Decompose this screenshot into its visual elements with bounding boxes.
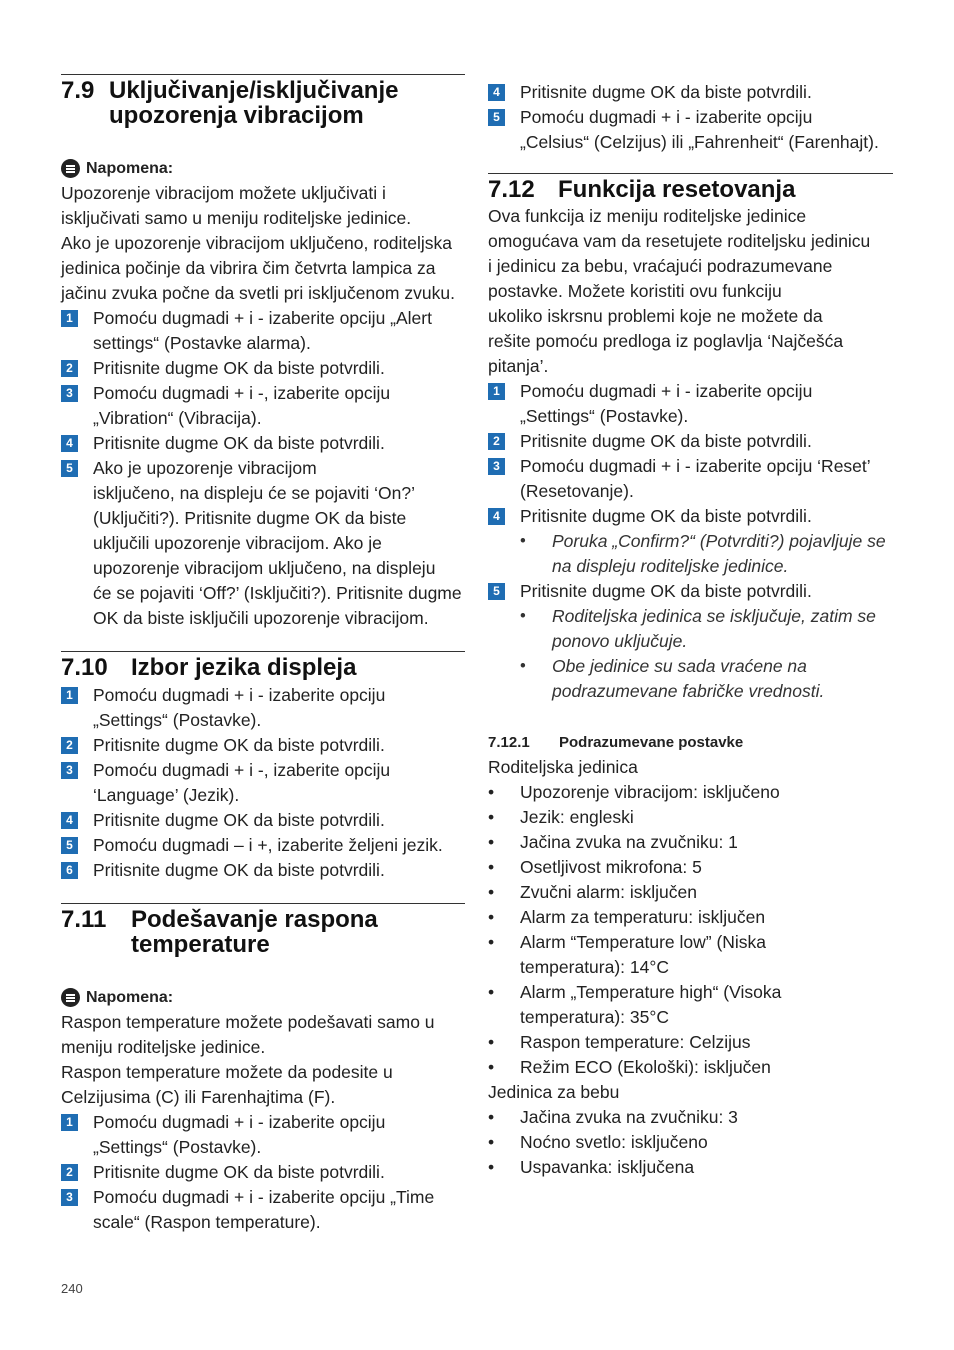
text-line: Jačina zvuka na zvučniku: 1	[520, 832, 738, 852]
step-item	[488, 379, 893, 429]
note-label: Napomena:	[86, 160, 174, 177]
text-line: Pomoću dugmadi + i -, izaberite opciju	[93, 760, 391, 780]
text-line: uključili upozorenje vibracijom. Ako je	[93, 533, 382, 553]
step-number-badge: 4	[61, 812, 78, 829]
step-list	[488, 379, 893, 704]
step-number-badge: 2	[488, 433, 505, 450]
text-line: „Vibration“ (Vibracija).	[93, 408, 262, 428]
step-list	[61, 1110, 465, 1235]
text-line: Pritisnite dugme OK da biste potvrdili.	[93, 810, 385, 830]
step-number-badge: 5	[61, 837, 78, 854]
list-item-text	[520, 905, 765, 930]
text-line: podrazumevane fabričke vrednosti.	[552, 681, 825, 701]
text-line: Alarm „Temperature high“ (Visoka	[520, 982, 782, 1002]
step-result-list	[520, 604, 893, 704]
subsection-number: 7.12.1	[488, 734, 530, 751]
list-item	[488, 805, 893, 830]
bullet-icon: •	[488, 982, 495, 1002]
bullet-icon: •	[488, 907, 495, 927]
step-number-badge: 5	[488, 109, 505, 126]
step-text	[93, 833, 443, 858]
text-line: rešite pomoću predloga iz poglavlja ‘Najčešća	[488, 331, 844, 351]
section-title	[61, 655, 465, 680]
list-item	[488, 980, 893, 1030]
step-item	[488, 579, 893, 704]
text-line: postavke. Možete koristiti ovu funkciju	[488, 281, 782, 301]
step-number-badge: 5	[488, 583, 505, 600]
section-number: 7.10	[61, 654, 108, 681]
step-number-badge: 3	[61, 385, 78, 402]
step-item	[488, 504, 893, 579]
step-item	[61, 758, 465, 808]
step-text	[520, 429, 812, 454]
step-text	[93, 858, 385, 883]
right-column	[488, 80, 893, 1180]
text-line: „Settings“ (Postavke).	[520, 406, 689, 426]
step-number-badge: 3	[61, 762, 78, 779]
list-item-text	[520, 780, 780, 805]
step-result-list	[520, 529, 893, 579]
step-number-badge: 3	[488, 458, 505, 475]
list-item	[488, 830, 893, 855]
section-7-9	[61, 74, 465, 631]
bullet-icon: •	[488, 1107, 495, 1127]
list-item	[488, 905, 893, 930]
step-item	[61, 431, 465, 456]
text-line: jačinu zvuka počne da svetli pri isključenom zvuku.	[61, 283, 455, 303]
text-line: Raspon temperature možete podešavati samo u	[61, 1012, 435, 1032]
step-item	[61, 858, 465, 883]
list-item-text	[520, 855, 702, 880]
list-item-text	[520, 1055, 771, 1080]
text-line: „Settings“ (Postavke).	[93, 1137, 262, 1157]
text-line: Pritisnite dugme OK da biste potvrdili.	[520, 581, 812, 601]
list-item	[488, 1030, 893, 1055]
left-column	[61, 74, 465, 1235]
step-text	[93, 381, 390, 431]
step-text	[520, 105, 879, 155]
text-line: ukoliko iskrsnu problemi koje ne možete da	[488, 306, 823, 326]
list-item	[488, 780, 893, 805]
bullet-icon: •	[520, 532, 526, 550]
step-item	[488, 429, 893, 454]
text-line: na displeju roditeljske jedinice.	[552, 556, 789, 576]
step-text	[93, 683, 385, 733]
step-item	[488, 454, 893, 504]
parent-defaults-list	[488, 780, 893, 1080]
section-title	[61, 78, 465, 128]
step-text	[93, 1160, 385, 1185]
step-text	[520, 504, 812, 529]
list-item-text	[520, 880, 697, 905]
text-line: i jedinicu za bebu, vraćajući podrazumevane	[488, 256, 833, 276]
subsection-title	[488, 730, 893, 755]
step-result-text	[552, 529, 886, 579]
text-line: Ova funkcija iz meniju roditeljske jedinice	[488, 206, 807, 226]
step-item	[61, 306, 465, 356]
bullet-icon: •	[520, 607, 526, 625]
step-item	[488, 105, 893, 155]
step-number-badge: 1	[488, 383, 505, 400]
step-text	[520, 379, 812, 429]
step-number-badge: 2	[61, 1164, 78, 1181]
list-item	[488, 1130, 893, 1155]
text-line: (Resetovanje).	[520, 481, 634, 501]
text-line: Pritisnite dugme OK da biste potvrdili.	[93, 433, 385, 453]
text-line: Jačina zvuka na zvučniku: 3	[520, 1107, 738, 1127]
step-text	[93, 431, 385, 456]
step-number-badge: 4	[488, 508, 505, 525]
text-line: Pomoću dugmadi – i +, izaberite željeni jezik.	[93, 835, 443, 855]
text-line: Pritisnite dugme OK da biste potvrdili.	[520, 82, 812, 102]
text-line: ‘Language’ (Jezik).	[93, 785, 240, 805]
section-7-11	[61, 903, 465, 1235]
note-label: Napomena:	[86, 989, 174, 1006]
text-line: (Uključiti?). Pritisnite dugme OK da biste	[93, 508, 407, 528]
step-item	[61, 381, 465, 431]
section-heading: Uključivanje/isključivanje upozorenja vibracijom	[109, 77, 399, 129]
bullet-icon: •	[488, 782, 495, 802]
section-title	[61, 907, 465, 957]
text-line: Pomoću dugmadi + i - izaberite opciju „Time	[93, 1187, 435, 1207]
text-line: Pritisnite dugme OK da biste potvrdili.	[520, 506, 812, 526]
list-item	[488, 880, 893, 905]
step-number-badge: 2	[61, 360, 78, 377]
section-title	[488, 177, 893, 202]
step-text	[93, 306, 432, 356]
bullet-icon: •	[488, 1032, 495, 1052]
bullet-icon: •	[488, 932, 495, 952]
list-item	[488, 930, 893, 980]
step-number-badge: 1	[61, 1114, 78, 1131]
text-line: OK da biste isključili upozorenje vibracijom.	[93, 608, 429, 628]
step-text	[93, 1185, 434, 1235]
step-text	[520, 454, 871, 504]
section-7-10	[61, 651, 465, 883]
step-number-badge: 1	[61, 687, 78, 704]
step-result-text	[552, 604, 876, 654]
text-line: Pritisnite dugme OK da biste potvrdili.	[93, 735, 385, 755]
note-text	[61, 1010, 465, 1110]
step-text	[520, 579, 812, 604]
text-line: Pritisnite dugme OK da biste potvrdili.	[93, 860, 385, 880]
step-number-badge: 3	[61, 1189, 78, 1206]
note-text	[61, 181, 465, 306]
bullet-icon: •	[520, 657, 526, 675]
text-line: Alarm “Temperature low” (Niska	[520, 932, 767, 952]
step-list-continued	[488, 80, 893, 155]
text-line: Poruka „Confirm?“ (Potvrditi?) pojavljuje se	[552, 531, 886, 551]
list-item	[488, 1105, 893, 1130]
step-text	[93, 758, 390, 808]
text-line: Raspon temperature možete da podesite u	[61, 1062, 393, 1082]
note-icon	[61, 988, 80, 1007]
list-item	[488, 1155, 893, 1180]
step-item	[61, 356, 465, 381]
step-item	[61, 733, 465, 758]
bullet-icon: •	[488, 1132, 495, 1152]
list-item-text	[520, 930, 766, 980]
text-line: Pomoću dugmadi + i - izaberite opciju	[93, 1112, 386, 1132]
text-line: Obe jedinice su sada vraćene na	[552, 656, 807, 676]
text-line: Pomoću dugmadi + i - izaberite opciju	[520, 381, 813, 401]
section-heading: Izbor jezika displeja	[131, 654, 357, 681]
step-result-item	[520, 604, 893, 654]
text-line: Pomoću dugmadi + i -, izaberite opciju	[93, 383, 391, 403]
text-line: meniju roditeljske jedinice.	[61, 1037, 266, 1057]
step-text	[93, 1110, 385, 1160]
text-line: „Celsius“ (Celzijus) ili „Fahrenheit“ (Farenhajt).	[520, 132, 879, 152]
text-line: Zvučni alarm: isključen	[520, 882, 697, 902]
text-line: pitanja’.	[488, 356, 549, 376]
text-line: jedinica počinje da vibrira čim četvrta lampica za	[61, 258, 436, 278]
text-line: će se pojaviti ‘Off?’ (Isključiti?). Pritisnite dugme	[93, 583, 462, 603]
text-line: settings“ (Postavke alarma).	[93, 333, 311, 353]
step-item	[61, 1160, 465, 1185]
section-number: 7.9	[61, 77, 95, 104]
text-line: Osetljivost mikrofona: 5	[520, 857, 702, 877]
text-line: scale“ (Raspon temperature).	[93, 1212, 321, 1232]
step-item	[61, 833, 465, 858]
text-line: temperatura): 35°C	[520, 1007, 670, 1027]
step-item	[61, 808, 465, 833]
text-line: Pomoću dugmadi + i - izaberite opciju „Alert	[93, 308, 432, 328]
text-line: Ako je upozorenje vibracijom uključeno, roditeljska	[61, 233, 453, 253]
text-line: Pomoću dugmadi + i - izaberite opciju ‘Reset’	[520, 456, 871, 476]
bullet-icon: •	[488, 832, 495, 852]
step-item	[61, 456, 465, 631]
baby-unit-label: Jedinica za bebu	[488, 1082, 620, 1102]
step-number-badge: 1	[61, 310, 78, 327]
list-item-text	[520, 980, 781, 1030]
step-result-item	[520, 654, 893, 704]
list-item-text	[520, 1130, 708, 1155]
list-item-text	[520, 1105, 738, 1130]
note-heading	[61, 985, 465, 1010]
bullet-icon: •	[488, 882, 495, 902]
text-line: omogućava vam da resetujete roditeljsku jedinicu	[488, 231, 871, 251]
bullet-icon: •	[488, 1057, 495, 1077]
bullet-icon: •	[488, 857, 495, 877]
text-line: isključivati samo u meniju roditeljske jedinice.	[61, 208, 412, 228]
text-line: ponovo uključuje.	[552, 631, 688, 651]
step-text	[93, 356, 385, 381]
step-text	[93, 808, 385, 833]
list-item	[488, 855, 893, 880]
step-text	[520, 80, 812, 105]
section-number: 7.11	[61, 906, 107, 933]
section-heading: Podešavanje raspona temperature	[131, 906, 378, 958]
text-line: upozorenje vibracijom uključeno, na displeju	[93, 558, 436, 578]
text-line: Režim ECO (Ekološki): isključen	[520, 1057, 771, 1077]
step-number-badge: 6	[61, 862, 78, 879]
step-number-badge: 5	[61, 460, 78, 477]
parent-unit-label: Roditeljska jedinica	[488, 757, 638, 777]
step-item	[61, 1185, 465, 1235]
text-line: Ako je upozorenje vibracijom	[93, 458, 317, 478]
list-item-text	[520, 1155, 694, 1180]
step-result-item	[520, 529, 893, 579]
text-line: temperatura): 14°C	[520, 957, 670, 977]
list-item-text	[520, 830, 738, 855]
text-line: Uspavanka: isključena	[520, 1157, 695, 1177]
note-icon	[61, 159, 80, 178]
step-list	[61, 306, 465, 631]
text-line: Pomoću dugmadi + i - izaberite opciju	[520, 107, 813, 127]
note-heading	[61, 156, 465, 181]
list-item-text	[520, 1030, 751, 1055]
text-line: Upozorenje vibracijom: isključeno	[520, 782, 780, 802]
text-line: Upozorenje vibracijom možete uključivati i	[61, 183, 386, 203]
text-line: „Settings“ (Postavke).	[93, 710, 262, 730]
bullet-icon: •	[488, 807, 495, 827]
list-item-text	[520, 805, 634, 830]
text-line: Pritisnite dugme OK da biste potvrdili.	[93, 358, 385, 378]
step-list	[61, 683, 465, 883]
text-line: Alarm za temperaturu: isključen	[520, 907, 766, 927]
text-line: Pritisnite dugme OK da biste potvrdili.	[93, 1162, 385, 1182]
text-line: Pomoću dugmadi + i - izaberite opciju	[93, 685, 386, 705]
section-number: 7.12	[488, 176, 535, 203]
subsection-heading: Podrazumevane postavke	[559, 734, 744, 751]
text-line: isključeno, na displeju će se pojaviti ‘On?’	[93, 483, 415, 503]
page-number: 240	[61, 1281, 83, 1296]
step-number-badge: 2	[61, 737, 78, 754]
section-intro	[488, 204, 893, 379]
bullet-icon: •	[488, 1157, 495, 1177]
section-heading: Funkcija resetovanja	[558, 176, 796, 203]
step-number-badge: 4	[488, 84, 505, 101]
step-item	[61, 683, 465, 733]
step-item	[488, 80, 893, 105]
list-item	[488, 1055, 893, 1080]
section-7-12	[488, 173, 893, 1180]
text-line: Celzijusima (C) ili Farenhajtima (F).	[61, 1087, 336, 1107]
text-line: Jezik: engleski	[520, 807, 634, 827]
text-line: Raspon temperature: Celzijus	[520, 1032, 751, 1052]
step-item	[61, 1110, 465, 1160]
text-line: Roditeljska jedinica se isključuje, zatim se	[552, 606, 876, 626]
step-text	[93, 456, 462, 631]
text-line: Noćno svetlo: isključeno	[520, 1132, 708, 1152]
step-number-badge: 4	[61, 435, 78, 452]
step-result-text	[552, 654, 824, 704]
step-text	[93, 733, 385, 758]
text-line: Pritisnite dugme OK da biste potvrdili.	[520, 431, 812, 451]
baby-defaults-list	[488, 1105, 893, 1180]
